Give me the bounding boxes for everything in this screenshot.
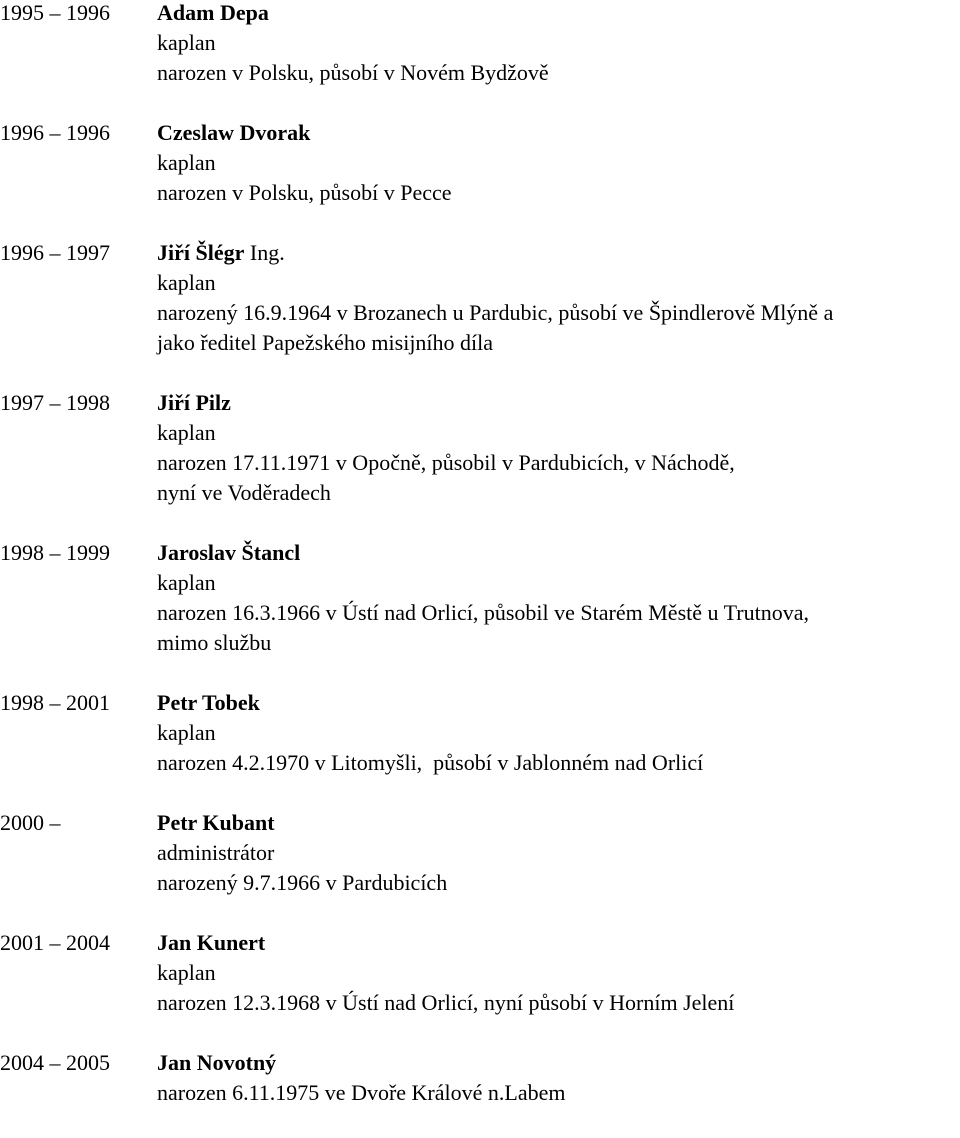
entry-name-text: Petr Kubant [157, 810, 275, 835]
entry-role: administrátor [157, 840, 275, 865]
entry-5 [0, 538, 960, 658]
entry-info: narozen 6.11.1975 ve Dvoře Králové n.Labem [157, 1080, 566, 1105]
entry-years: 1998 – 2001 [0, 690, 110, 715]
entry-role: kaplan [157, 570, 216, 595]
entry-name [157, 1048, 960, 1078]
entry-role: kaplan [157, 30, 216, 55]
entry-details [157, 928, 960, 1018]
entry-name-text: Jiří Šlégr [157, 240, 245, 265]
entry-info: narozen 12.3.1968 v Ústí nad Orlicí, nyní působí v Horním Jelení [157, 990, 735, 1015]
entry-years: 1997 – 1998 [0, 390, 110, 415]
entry-info: narozen v Polsku, působí v Pecce [157, 180, 452, 205]
entry-6 [0, 688, 960, 778]
entry-info: narozen 16.3.1966 v Ústí nad Orlicí, působil ve Starém Městě u Trutnova, [157, 600, 809, 625]
entry-details [157, 118, 960, 208]
entry-info: narozený 16.9.1964 v Brozanech u Pardubic, působí ve Špindlerově Mlýně a [157, 300, 834, 325]
entry-name-text: Jaroslav Štancl [157, 540, 301, 565]
entry-name [157, 388, 960, 418]
entry-years: 1998 – 1999 [0, 540, 110, 565]
entry-details [157, 538, 960, 658]
entry-info: narozený 9.7.1966 v Pardubicích [157, 870, 448, 895]
entry-role: kaplan [157, 150, 216, 175]
entry-1 [0, 0, 960, 88]
entry-info: narozen 17.11.1971 v Opočně, působil v Pardubicích, v Náchodě, [157, 450, 735, 475]
entry-role: kaplan [157, 270, 216, 295]
entry-details [157, 388, 960, 508]
entry-name-text: Jan Novotný [157, 1050, 277, 1075]
entry-8 [0, 928, 960, 1018]
entry-info-continued: mimo službu [157, 630, 272, 655]
entry-name-suffix: Ing. [244, 240, 285, 265]
entry-details [157, 1048, 960, 1108]
entry-info-continued: nyní ve Voděradech [157, 480, 331, 505]
entry-info: narozen 4.2.1970 v Litomyšli, působí v Jablonném nad Orlicí [157, 750, 704, 775]
entry-details [157, 688, 960, 778]
entry-name [157, 808, 960, 838]
entry-name [157, 238, 960, 268]
entry-2 [0, 118, 960, 208]
entry-role: kaplan [157, 960, 216, 985]
entry-years: 1996 – 1996 [0, 120, 110, 145]
entry-name [157, 538, 960, 568]
entry-role: kaplan [157, 720, 216, 745]
entry-years: 2004 – 2005 [0, 1050, 110, 1075]
entry-years: 2001 – 2004 [0, 930, 110, 955]
entry-name [157, 118, 960, 148]
entry-7 [0, 808, 960, 898]
entry-details [157, 808, 960, 898]
entry-name-text: Petr Tobek [157, 690, 260, 715]
entry-4 [0, 388, 960, 508]
entry-years: 1995 – 1996 [0, 0, 110, 25]
entry-details [157, 238, 960, 358]
entry-name-text: Jiří Pilz [157, 390, 231, 415]
entry-name-text: Jan Kunert [157, 930, 266, 955]
entry-info-continued: jako ředitel Papežského misijního díla [157, 330, 494, 355]
entry-name [157, 688, 960, 718]
entry-info: narozen v Polsku, působí v Novém Bydžově [157, 60, 549, 85]
entry-details [157, 0, 960, 88]
entry-name [157, 928, 960, 958]
entry-9 [0, 1048, 960, 1108]
entry-name-text: Adam Depa [157, 0, 269, 25]
entry-name-text: Czeslaw Dvorak [157, 120, 311, 145]
entry-3 [0, 238, 960, 358]
entry-name [157, 0, 960, 28]
entry-role: kaplan [157, 420, 216, 445]
entry-years: 2000 – [0, 810, 61, 835]
entry-years: 1996 – 1997 [0, 240, 110, 265]
